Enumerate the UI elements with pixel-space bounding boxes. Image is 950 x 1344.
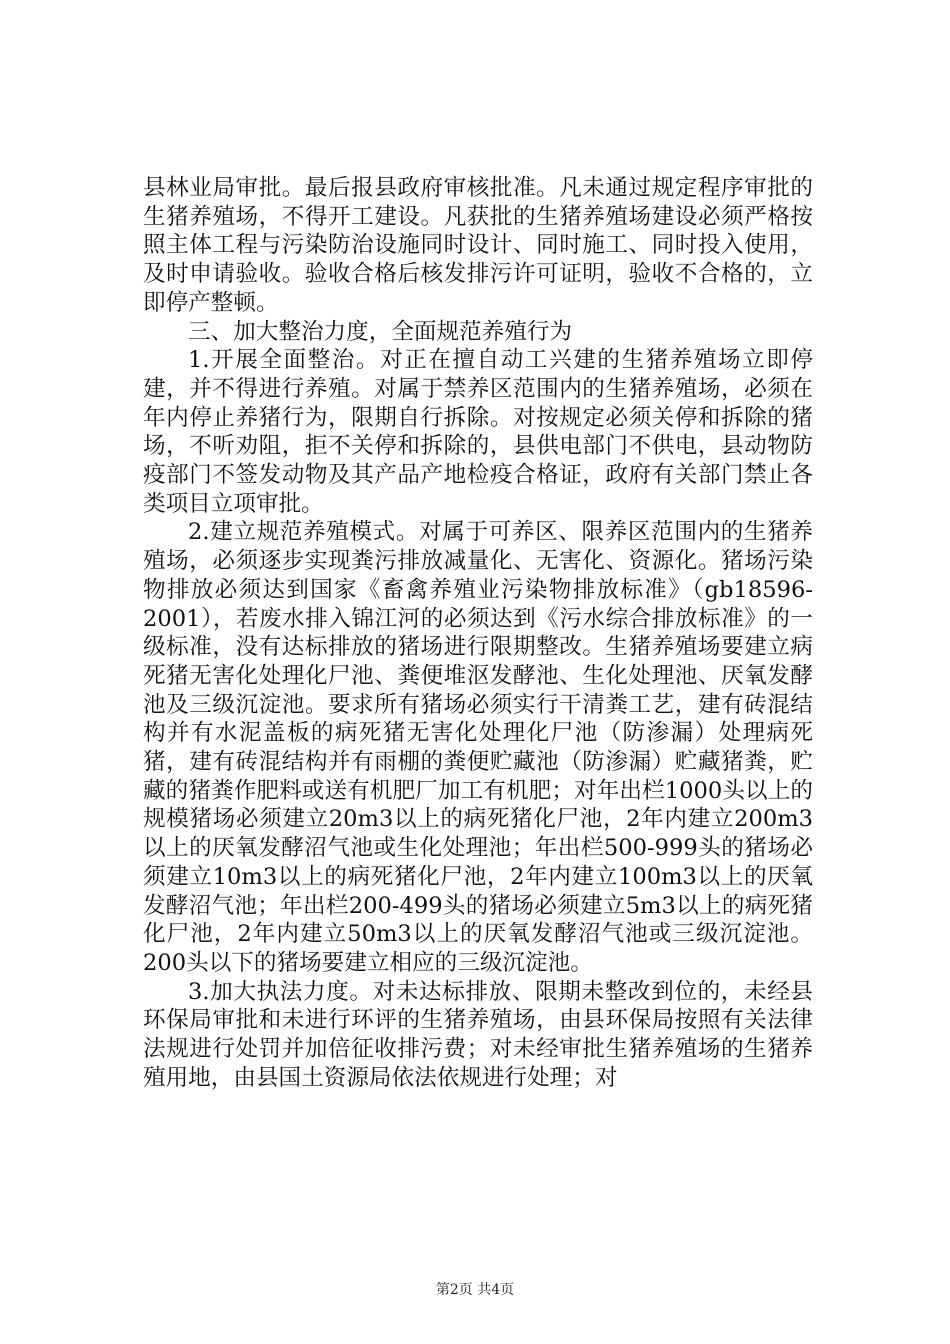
- paragraph-item-1: 1.开展全面整治。对正在擅自动工兴建的生猪养殖场立即停建，并不得进行养殖。对属于禁养区范围内的生猪养殖场，必须在年内停止养猪行为，限期自行拆除。对按规定必须关停和拆除的猪场，不听劝阻，拒不关停和拆除的，县供电部门不供电，县动物防疫部门不签发动物及其产品产地检疫合格证，政府有关部门禁止各类项目立项审批。: [143, 347, 813, 517]
- document-body: [143, 174, 813, 1093]
- page-footer: 第2页 共4页: [435, 1282, 515, 1298]
- paragraph-continuation: 县林业局审批。最后报县政府审核批准。凡未通过规定程序审批的生猪养殖场，不得开工建设。凡获批的生猪养殖场建设必须严格按照主体工程与污染防治设施同时设计、同时施工、同时投入使用，及时申请验收。验收合格后核发排污许可证明，验收不合格的，立即停产整顿。: [143, 175, 813, 316]
- paragraph-item-3: 3.加大执法力度。对未达标排放、限期未整改到位的，未经县环保局审批和未进行环评的生猪养殖场，由县环保局按照有关法律法规进行处罚并加倍征收排污费；对未经审批生猪养殖场的生猪养殖用地，由县国土资源局依法依规进行处理；对: [143, 978, 813, 1091]
- section-heading: 三、加大整治力度，全面规范养殖行为: [188, 318, 573, 345]
- paragraph-item-2: 2.建立规范养殖模式。对属于可养区、限养区范围内的生猪养殖场，必须逐步实现粪污排放减量化、无害化、资源化。猪场污染物排放必须达到国家《畜禽养殖业污染物排放标准》（gb18596-2001），若废水排入锦江河的必须达到《污水综合排放标准》的一级标准，没有达标排放的猪场进行限期整改。生猪养殖场要建立病死猪无害化处理化尸池、粪便堆沤发酵池、生化处理池、厌氧发酵池及三级沉淀池。要求所有猪场必须实行干清粪工艺，建有砖混结构并有水泥盖板的病死猪无害化处理化尸池（防渗漏）处理病死猪，建有砖混结构并有雨棚的粪便贮藏池（防渗漏）贮藏猪粪，贮藏的猪粪作肥料或送有机肥厂加工有机肥；对年出栏1000头以上的规模猪场必须建立20m3以上的病死猪化尸池，2年内建立200m3以上的厌氧发酵沼气池或生化处理池；年出栏500-999头的猪场必须建立10m3以上的病死猪化尸池，2年内建立100m3以上的厌氧发酵沼气池；年出栏200-499头的猪场必须建立5m3以上的病死猪化尸池，2年内建立50m3以上的厌氧发酵沼气池或三级沉淀池。200头以下的猪场要建立相应的三级沉淀池。: [143, 519, 813, 976]
